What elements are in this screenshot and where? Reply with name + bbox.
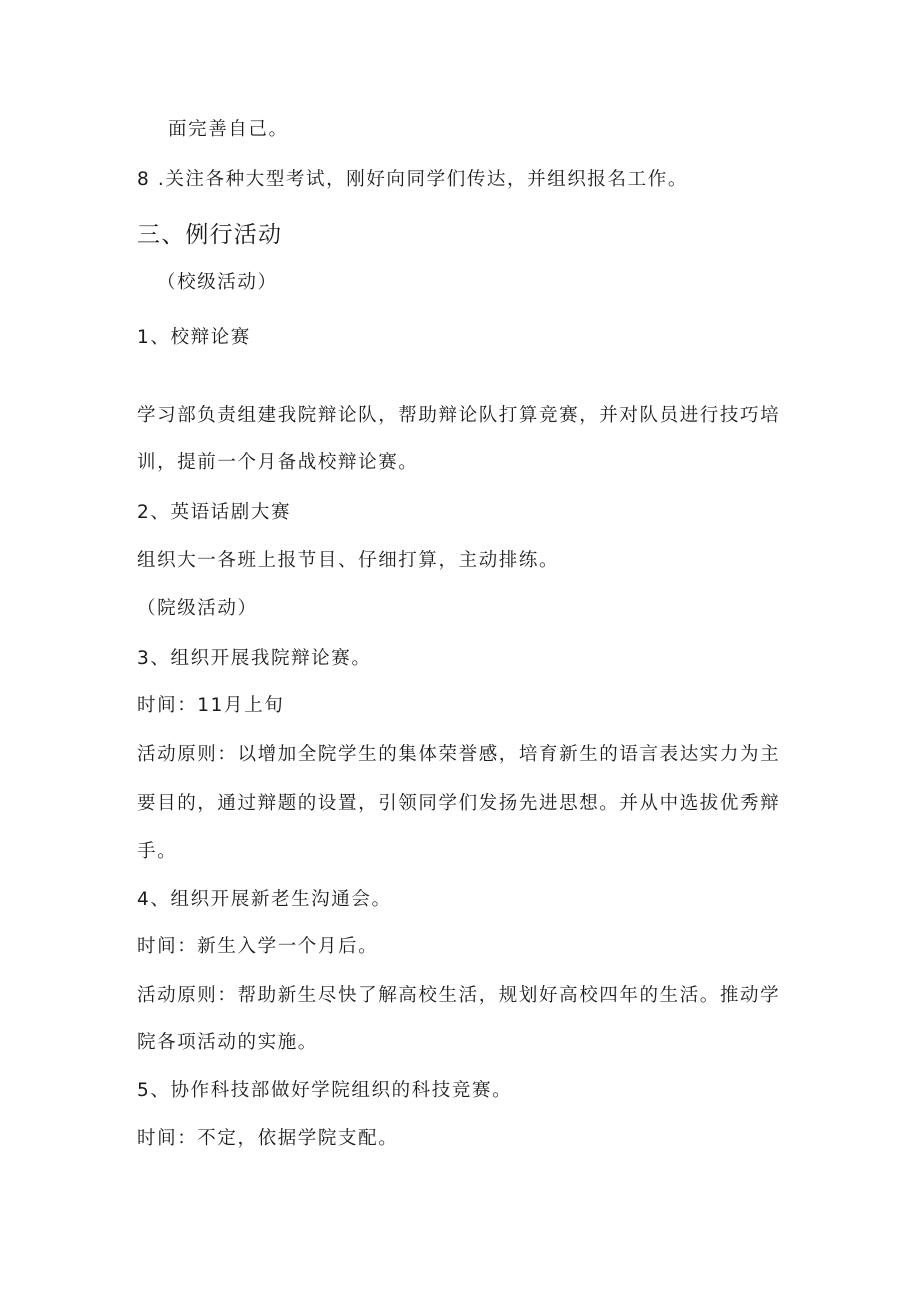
activity-time-5: 时间：不定，依据学院支配。 — [137, 1128, 399, 1149]
activity-description-1-line-1: 学习部负责组建我院辩论队，帮助辩论队打算竞赛，并对队员进行技巧培 — [137, 405, 781, 426]
activity-principle-3-line-1: 活动原则：以增加全院学生的集体荣誉感，培育新生的语言表达实力为主 — [137, 744, 781, 765]
activity-time-3: 时间：11月上旬 — [137, 695, 285, 716]
activity-principle-3-line-3: 手。 — [137, 841, 178, 862]
activity-title-5: 5、协作科技部做好学院组织的科技竞赛。 — [137, 1080, 513, 1101]
paragraph-continuation: 面完善自己。 — [168, 119, 289, 140]
activity-title-1: 1、校辩论赛 — [137, 327, 251, 348]
activity-title-2: 2、英语话剧大赛 — [137, 502, 292, 523]
activity-description-2: 组织大一各班上报节目、仔细打算，主动排练。 — [137, 550, 560, 571]
activity-description-1-line-2: 训，提前一个月备战校辩论赛。 — [137, 452, 419, 473]
list-item-8: 8 .关注各种大型考试，刚好向同学们传达，并组织报名工作。 — [137, 169, 688, 190]
subsection-label-college: （院级活动） — [137, 598, 258, 619]
activity-title-3: 3、组织开展我院辩论赛。 — [137, 648, 372, 669]
activity-principle-4-line-2: 院各项活动的实施。 — [137, 1032, 318, 1053]
section-heading: 三、例行活动 — [137, 222, 283, 248]
activity-title-4: 4、组织开展新老生沟通会。 — [137, 889, 392, 910]
activity-principle-4-line-1: 活动原则：帮助新生尽快了解高校生活，规划好高校四年的生活。推动学 — [137, 985, 781, 1006]
activity-time-4: 时间：新生入学一个月后。 — [137, 936, 379, 957]
activity-principle-3-line-2: 要目的，通过辩题的设置，引领同学们发扬先进思想。并从中选拔优秀辩 — [137, 793, 781, 814]
subsection-label-school: （校级活动） — [157, 272, 278, 293]
